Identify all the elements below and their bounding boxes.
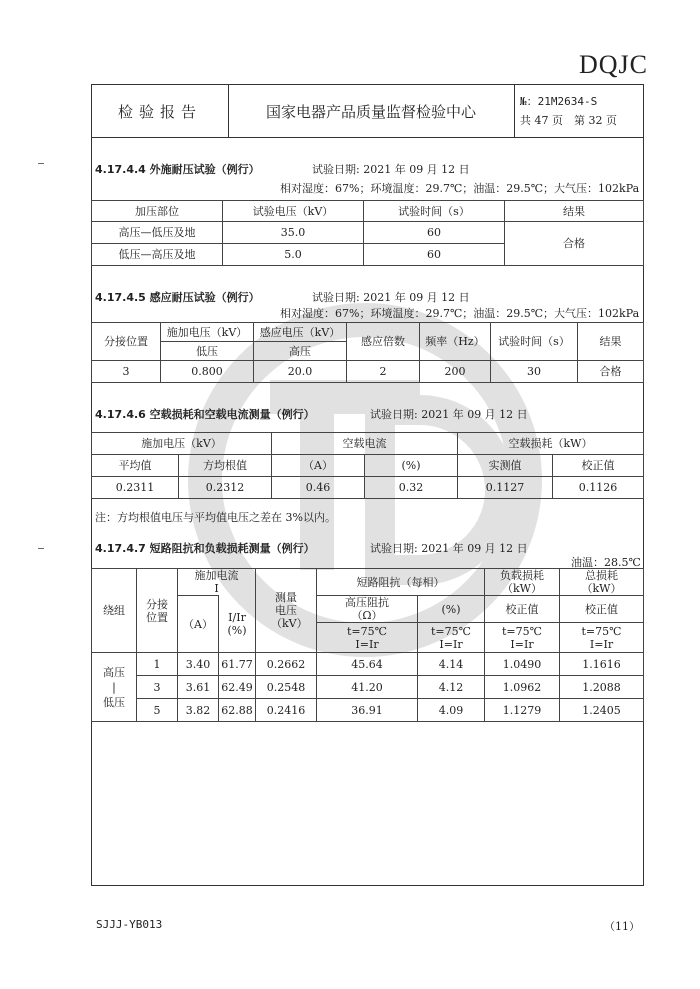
table-cell: 5	[137, 699, 178, 722]
report-type: 检验报告	[92, 85, 229, 137]
header-cell: 测量电压（kV）	[256, 569, 317, 653]
header-cell: 施加电流 I	[178, 569, 256, 596]
header-cell: 分接位置	[137, 569, 178, 653]
result-cell: 合格	[505, 222, 644, 266]
header-cell: 校正值	[485, 596, 560, 623]
table-cell: 5.0	[223, 244, 364, 266]
header-cell: 负载损耗（kW）	[485, 569, 560, 596]
oil-temperature: 油温：28.5℃	[571, 556, 641, 569]
report-meta	[520, 92, 640, 130]
table-cell: 1.2088	[560, 676, 644, 699]
no-load-table	[91, 432, 644, 499]
header-cell: (%)	[365, 455, 458, 477]
table-cell: 0.46	[272, 477, 365, 499]
table-cell: 4.14	[418, 653, 485, 676]
table-cell: 1	[137, 653, 178, 676]
header-cell: 施加电压（kV）	[92, 433, 272, 455]
table-cell: 3.40	[178, 653, 219, 676]
table-cell: 60	[364, 244, 505, 266]
table-cell: 1.1279	[485, 699, 560, 722]
table-cell: 36.91	[317, 699, 418, 722]
table-cell: 0.2662	[256, 653, 317, 676]
section-title: 4.17.4.4 外施耐压试验（例行）	[95, 163, 260, 176]
brand-logo-text: DQJC	[578, 50, 648, 79]
header-cell: （A）	[178, 596, 219, 653]
header-cell: 低压	[161, 342, 254, 361]
footer-page-number: （11）	[604, 920, 640, 933]
table-cell: 1.2405	[560, 699, 644, 722]
header-cell: 空载电流	[272, 433, 458, 455]
header-cell: 校正值	[560, 596, 644, 623]
winding-cell: 高压 | 低压	[92, 653, 137, 722]
margin-tick	[38, 163, 44, 164]
condition-cell: t=75℃ I=Ir	[560, 623, 644, 653]
table-cell: 60	[364, 222, 505, 244]
table-cell: 0.2416	[256, 699, 317, 722]
header-cell: 高压阻抗 （Ω）	[317, 596, 418, 623]
table-cell: 3.61	[178, 676, 219, 699]
form-code: SJJJ-YB013	[96, 918, 163, 931]
table-cell: 0.2311	[92, 477, 179, 499]
table-cell: 62.49	[219, 676, 256, 699]
table-cell: 0.800	[161, 361, 254, 383]
table-cell: 4.09	[418, 699, 485, 722]
header-cell: 校正值	[553, 455, 644, 477]
induced-voltage-table	[91, 322, 644, 383]
margin-tick	[38, 548, 44, 549]
header-cell: 高压	[254, 342, 347, 361]
test-date: 试验日期: 2021 年 09 月 12 日	[370, 542, 528, 555]
header-cell: 空载损耗（kW）	[458, 433, 644, 455]
short-circuit-table	[91, 568, 644, 722]
condition-cell: t=75℃ I=Ir	[317, 623, 418, 653]
table-cell: 1.0490	[485, 653, 560, 676]
table-cell: 1.1616	[560, 653, 644, 676]
header-cell: 加压部位	[92, 201, 223, 222]
section-title: 4.17.4.7 短路阻抗和负载损耗测量（例行）	[95, 542, 315, 555]
header-cell: 总损耗（kW）	[560, 569, 644, 596]
test-date: 试验日期: 2021 年 09 月 12 日	[370, 408, 528, 421]
condition-cell: t=75℃ I=Ir	[485, 623, 560, 653]
table-cell: 45.64	[317, 653, 418, 676]
page-count: 共 47 页 第 32 页	[520, 114, 617, 127]
header-cell: 感应电压（kV）	[254, 323, 347, 342]
table-cell: 4.12	[418, 676, 485, 699]
table-cell: 0.1126	[553, 477, 644, 499]
section-title: 4.17.4.5 感应耐压试验（例行）	[95, 291, 260, 304]
table-cell: 高压—低压及地	[92, 222, 223, 244]
header-cell: 感应倍数	[347, 323, 420, 361]
header-cell: 短路阻抗（每相）	[317, 569, 485, 596]
test-date: 试验日期: 2021 年 09 月 12 日	[312, 163, 470, 176]
header-cell: I/Ir (%)	[219, 596, 256, 653]
table-cell: 200	[420, 361, 491, 383]
header-cell: 绕组	[92, 569, 137, 653]
header-cell: 分接位置	[92, 323, 161, 361]
header-cell: (%)	[418, 596, 485, 623]
table-cell: 0.2548	[256, 676, 317, 699]
organization-name: 国家电器产品质量监督检验中心	[228, 85, 515, 137]
applied-voltage-table	[91, 200, 644, 266]
header-cell: 频率（Hz）	[420, 323, 491, 361]
note-text: 注：方均根值电压与平均值电压之差在 3%以内。	[95, 511, 336, 524]
table-cell: 35.0	[223, 222, 364, 244]
test-date: 试验日期: 2021 年 09 月 12 日	[312, 291, 470, 304]
table-cell: 合格	[578, 361, 644, 383]
test-conditions: 相对湿度：67%；环境温度：29.7℃；油温：29.5℃；大气压：102kPa	[280, 307, 640, 320]
table-cell: 62.88	[219, 699, 256, 722]
header-cell: 试验电压（kV）	[223, 201, 364, 222]
header-cell: 施加电压（kV）	[161, 323, 254, 342]
condition-cell: t=75℃ I=Ir	[418, 623, 485, 653]
table-cell: 0.32	[365, 477, 458, 499]
table-cell: 20.0	[254, 361, 347, 383]
table-cell: 低压—高压及地	[92, 244, 223, 266]
table-cell: 0.2312	[179, 477, 272, 499]
table-cell: 30	[491, 361, 578, 383]
header-cell: 结果	[578, 323, 644, 361]
table-cell: 0.1127	[458, 477, 553, 499]
table-cell: 61.77	[219, 653, 256, 676]
table-cell: 1.0962	[485, 676, 560, 699]
header-cell: 实测值	[458, 455, 553, 477]
report-header	[92, 85, 643, 138]
header-cell: 试验时间（s）	[364, 201, 505, 222]
report-number: №：21M2634-S	[520, 95, 598, 108]
header-cell: 方均根值	[179, 455, 272, 477]
table-cell: 41.20	[317, 676, 418, 699]
table-cell: 3	[137, 676, 178, 699]
section-title: 4.17.4.6 空载损耗和空载电流测量（例行）	[95, 408, 315, 421]
header-cell: 试验时间（s）	[491, 323, 578, 361]
table-cell: 3	[92, 361, 161, 383]
header-cell: （A）	[272, 455, 365, 477]
header-cell: 结果	[505, 201, 644, 222]
table-cell: 2	[347, 361, 420, 383]
table-cell: 3.82	[178, 699, 219, 722]
test-conditions: 相对湿度：67%；环境温度：29.7℃；油温：29.5℃；大气压：102kPa	[280, 182, 640, 195]
header-cell: 平均值	[92, 455, 179, 477]
